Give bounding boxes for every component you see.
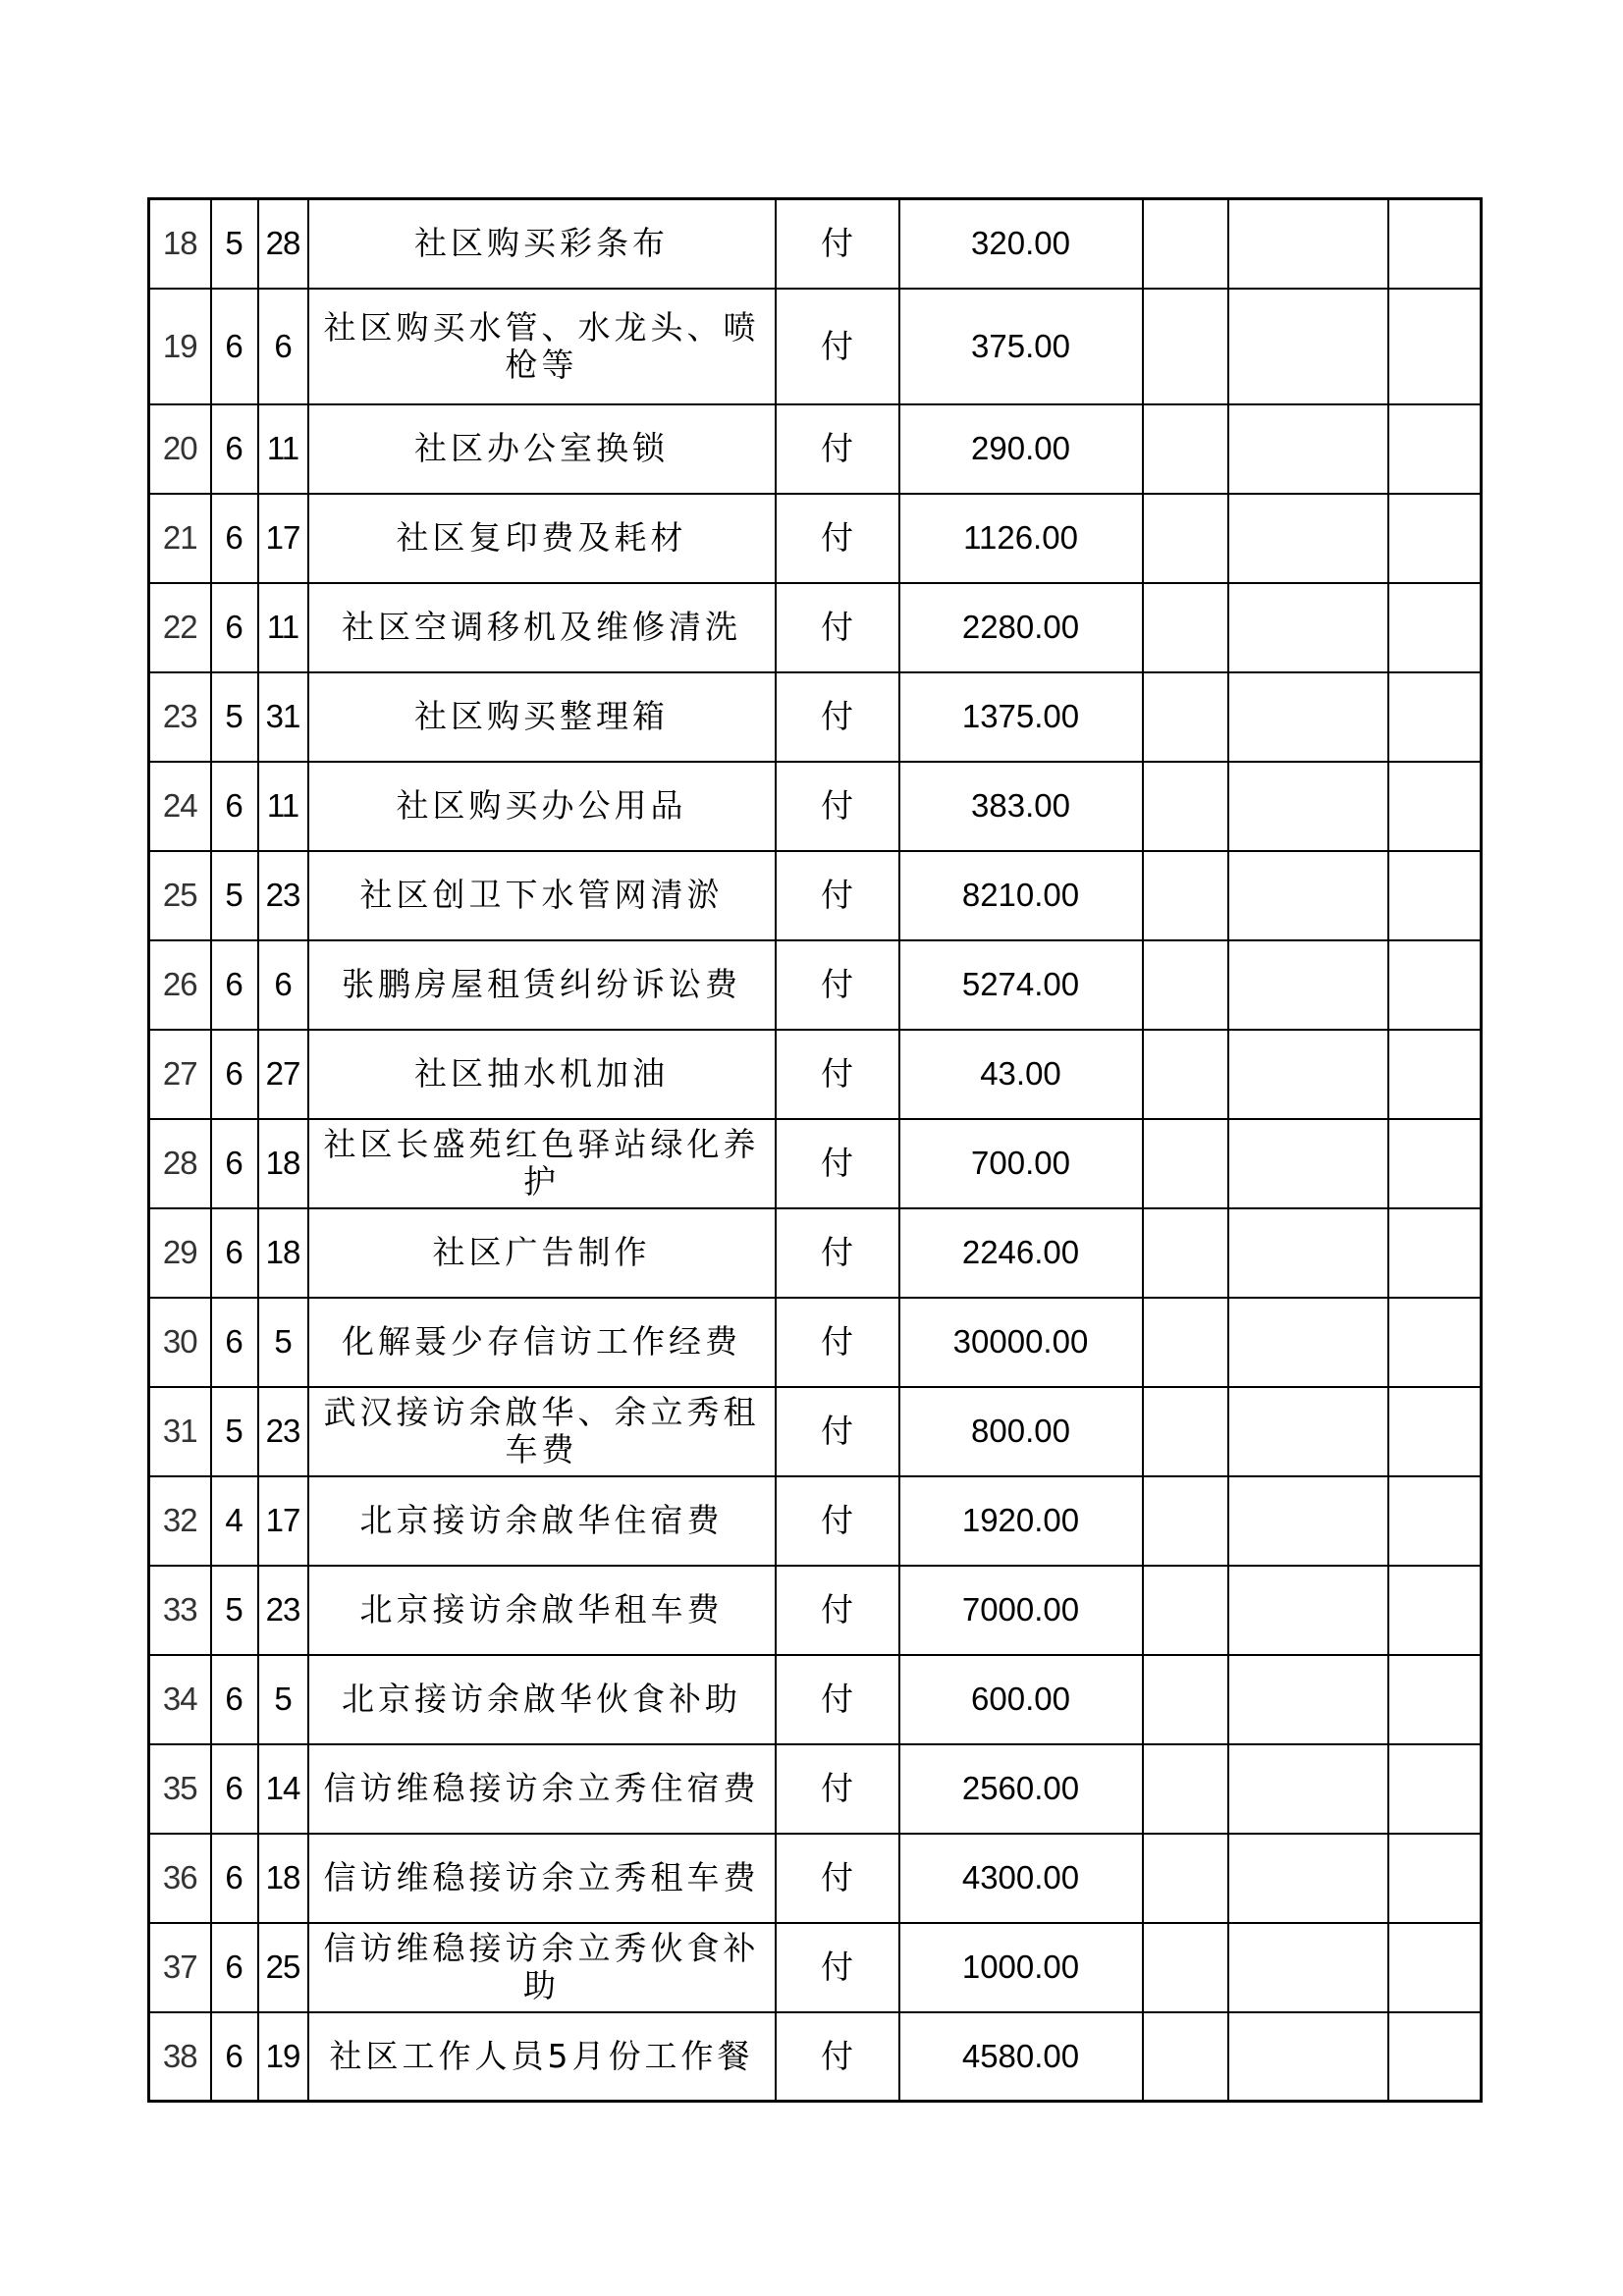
row-summary-cell: 社区创卫下水管网清淤 [308,851,776,940]
row-empty-cell [1143,1387,1228,1476]
row-direction-cell: 付 [776,1566,899,1655]
row-day-cell: 23 [258,1387,308,1476]
row-amount-cell: 320.00 [899,199,1143,289]
row-month-cell: 5 [211,851,258,940]
row-empty-cell [1388,289,1482,404]
table-row [149,1119,1482,1208]
row-month-cell: 6 [211,2012,258,2102]
row-amount-cell: 383.00 [899,762,1143,851]
row-amount-cell: 290.00 [899,404,1143,494]
row-direction-cell: 付 [776,1476,899,1566]
table-row [149,289,1482,404]
row-empty-cell [1388,583,1482,672]
row-seq-cell: 18 [149,199,211,289]
row-amount-cell: 1920.00 [899,1476,1143,1566]
row-amount-cell: 30000.00 [899,1298,1143,1387]
row-summary-cell: 社区复印费及耗材 [308,494,776,583]
row-seq-cell: 19 [149,289,211,404]
row-empty-cell [1143,672,1228,762]
row-seq-cell: 28 [149,1119,211,1208]
row-day-cell: 28 [258,199,308,289]
row-amount-cell: 1000.00 [899,1923,1143,2012]
table-row [149,940,1482,1030]
table-row [149,762,1482,851]
row-amount-cell: 8210.00 [899,851,1143,940]
row-month-cell: 6 [211,404,258,494]
row-empty-cell [1388,672,1482,762]
row-direction-cell: 付 [776,762,899,851]
row-seq-cell: 38 [149,2012,211,2102]
row-amount-cell: 2560.00 [899,1744,1143,1834]
row-seq-cell: 23 [149,672,211,762]
row-empty-cell [1143,1119,1228,1208]
row-day-cell: 11 [258,762,308,851]
row-summary-cell: 北京接访余啟华住宿费 [308,1476,776,1566]
row-month-cell: 6 [211,289,258,404]
row-seq-cell: 33 [149,1566,211,1655]
row-summary-cell: 社区广告制作 [308,1208,776,1298]
row-day-cell: 14 [258,1744,308,1834]
row-day-cell: 6 [258,940,308,1030]
row-summary-cell: 社区抽水机加油 [308,1030,776,1119]
row-empty-cell [1228,583,1388,672]
row-month-cell: 4 [211,1476,258,1566]
row-seq-cell: 34 [149,1655,211,1744]
row-seq-cell: 25 [149,851,211,940]
row-day-cell: 31 [258,672,308,762]
row-empty-cell [1228,289,1388,404]
row-empty-cell [1228,1834,1388,1923]
row-month-cell: 6 [211,1744,258,1834]
row-summary-cell: 北京接访余啟华伙食补助 [308,1655,776,1744]
row-seq-cell: 26 [149,940,211,1030]
row-month-cell: 6 [211,940,258,1030]
row-seq-cell: 24 [149,762,211,851]
row-empty-cell [1388,199,1482,289]
table-row [149,2012,1482,2102]
row-empty-cell [1388,1030,1482,1119]
row-summary-cell: 信访维稳接访余立秀伙食补助 [308,1923,776,2012]
row-seq-cell: 20 [149,404,211,494]
row-summary-cell: 社区购买整理箱 [308,672,776,762]
row-day-cell: 5 [258,1298,308,1387]
row-direction-cell: 付 [776,289,899,404]
row-empty-cell [1388,404,1482,494]
row-empty-cell [1143,762,1228,851]
row-day-cell: 23 [258,1566,308,1655]
row-empty-cell [1228,1119,1388,1208]
row-month-cell: 6 [211,1834,258,1923]
row-direction-cell: 付 [776,672,899,762]
row-direction-cell: 付 [776,1208,899,1298]
row-direction-cell: 付 [776,404,899,494]
row-summary-cell: 化解聂少存信访工作经费 [308,1298,776,1387]
row-day-cell: 17 [258,1476,308,1566]
row-empty-cell [1388,2012,1482,2102]
row-day-cell: 17 [258,494,308,583]
row-day-cell: 19 [258,2012,308,2102]
row-day-cell: 18 [258,1119,308,1208]
row-direction-cell: 付 [776,940,899,1030]
row-amount-cell: 4300.00 [899,1834,1143,1923]
row-summary-cell: 社区长盛苑红色驿站绿化养护 [308,1119,776,1208]
row-empty-cell [1228,1387,1388,1476]
row-empty-cell [1388,762,1482,851]
row-empty-cell [1143,404,1228,494]
row-day-cell: 6 [258,289,308,404]
row-empty-cell [1228,1298,1388,1387]
row-seq-cell: 30 [149,1298,211,1387]
row-direction-cell: 付 [776,1923,899,2012]
row-day-cell: 5 [258,1655,308,1744]
row-direction-cell: 付 [776,494,899,583]
row-empty-cell [1388,1923,1482,2012]
row-empty-cell [1228,1923,1388,2012]
row-direction-cell: 付 [776,851,899,940]
row-amount-cell: 1375.00 [899,672,1143,762]
row-empty-cell [1228,1566,1388,1655]
row-empty-cell [1143,1655,1228,1744]
row-empty-cell [1388,1298,1482,1387]
row-month-cell: 5 [211,672,258,762]
row-empty-cell [1143,289,1228,404]
row-month-cell: 6 [211,1655,258,1744]
table-row [149,1298,1482,1387]
row-empty-cell [1143,1566,1228,1655]
row-empty-cell [1228,672,1388,762]
row-summary-cell: 社区办公室换锁 [308,404,776,494]
row-empty-cell [1388,494,1482,583]
table-row [149,1387,1482,1476]
row-amount-cell: 43.00 [899,1030,1143,1119]
row-empty-cell [1388,1744,1482,1834]
row-empty-cell [1388,1387,1482,1476]
row-empty-cell [1388,940,1482,1030]
row-direction-cell: 付 [776,583,899,672]
row-empty-cell [1228,1744,1388,1834]
ledger-table [147,197,1483,2103]
row-direction-cell: 付 [776,199,899,289]
row-direction-cell: 付 [776,1834,899,1923]
row-amount-cell: 375.00 [899,289,1143,404]
row-empty-cell [1228,404,1388,494]
row-amount-cell: 2280.00 [899,583,1143,672]
row-empty-cell [1228,762,1388,851]
row-direction-cell: 付 [776,1030,899,1119]
row-amount-cell: 5274.00 [899,940,1143,1030]
row-day-cell: 11 [258,583,308,672]
row-seq-cell: 37 [149,1923,211,2012]
row-seq-cell: 22 [149,583,211,672]
row-summary-cell: 社区购买水管、水龙头、喷枪等 [308,289,776,404]
row-summary-cell: 信访维稳接访余立秀住宿费 [308,1744,776,1834]
table-row [149,1476,1482,1566]
row-empty-cell [1228,494,1388,583]
row-amount-cell: 1126.00 [899,494,1143,583]
table-row [149,672,1482,762]
row-empty-cell [1388,1476,1482,1566]
row-month-cell: 5 [211,199,258,289]
row-month-cell: 6 [211,1030,258,1119]
table-row [149,583,1482,672]
row-amount-cell: 4580.00 [899,2012,1143,2102]
table-row [149,1566,1482,1655]
row-empty-cell [1388,1208,1482,1298]
row-direction-cell: 付 [776,1655,899,1744]
row-month-cell: 6 [211,1119,258,1208]
row-empty-cell [1228,1476,1388,1566]
row-day-cell: 11 [258,404,308,494]
row-seq-cell: 36 [149,1834,211,1923]
row-amount-cell: 600.00 [899,1655,1143,1744]
table-row [149,851,1482,940]
row-month-cell: 6 [211,1208,258,1298]
row-empty-cell [1228,1655,1388,1744]
row-month-cell: 6 [211,1923,258,2012]
table-row [149,1655,1482,1744]
row-empty-cell [1143,1744,1228,1834]
row-day-cell: 25 [258,1923,308,2012]
row-day-cell: 27 [258,1030,308,1119]
row-empty-cell [1143,2012,1228,2102]
row-empty-cell [1228,199,1388,289]
row-empty-cell [1388,1119,1482,1208]
row-amount-cell: 2246.00 [899,1208,1143,1298]
row-month-cell: 6 [211,762,258,851]
row-direction-cell: 付 [776,1298,899,1387]
row-summary-cell: 北京接访余啟华租车费 [308,1566,776,1655]
row-summary-cell: 信访维稳接访余立秀租车费 [308,1834,776,1923]
row-empty-cell [1143,1834,1228,1923]
row-summary-cell: 张鹏房屋租赁纠纷诉讼费 [308,940,776,1030]
row-month-cell: 5 [211,1566,258,1655]
row-empty-cell [1228,1030,1388,1119]
row-seq-cell: 35 [149,1744,211,1834]
row-empty-cell [1143,583,1228,672]
row-empty-cell [1388,851,1482,940]
table-row [149,199,1482,289]
row-month-cell: 5 [211,1387,258,1476]
row-direction-cell: 付 [776,1744,899,1834]
row-summary-cell: 社区空调移机及维修清洗 [308,583,776,672]
row-empty-cell [1388,1655,1482,1744]
row-summary-cell: 社区购买办公用品 [308,762,776,851]
table-row [149,1923,1482,2012]
row-month-cell: 6 [211,494,258,583]
row-direction-cell: 付 [776,1387,899,1476]
row-empty-cell [1228,1208,1388,1298]
table-row [149,494,1482,583]
row-month-cell: 6 [211,1298,258,1387]
row-empty-cell [1228,851,1388,940]
table-row [149,404,1482,494]
row-empty-cell [1388,1566,1482,1655]
row-seq-cell: 31 [149,1387,211,1476]
row-amount-cell: 7000.00 [899,1566,1143,1655]
row-day-cell: 18 [258,1834,308,1923]
row-empty-cell [1228,940,1388,1030]
row-seq-cell: 27 [149,1030,211,1119]
row-empty-cell [1143,199,1228,289]
row-empty-cell [1143,1298,1228,1387]
row-empty-cell [1143,1923,1228,2012]
row-direction-cell: 付 [776,2012,899,2102]
row-empty-cell [1143,1208,1228,1298]
row-empty-cell [1143,1476,1228,1566]
row-amount-cell: 800.00 [899,1387,1143,1476]
row-empty-cell [1143,1030,1228,1119]
row-amount-cell: 700.00 [899,1119,1143,1208]
row-month-cell: 6 [211,583,258,672]
row-empty-cell [1228,2012,1388,2102]
table-row [149,1834,1482,1923]
row-seq-cell: 29 [149,1208,211,1298]
row-summary-cell: 社区购买彩条布 [308,199,776,289]
ledger-body [149,199,1482,2102]
row-empty-cell [1143,851,1228,940]
row-direction-cell: 付 [776,1119,899,1208]
row-summary-cell: 社区工作人员5月份工作餐 [308,2012,776,2102]
row-empty-cell [1143,940,1228,1030]
row-seq-cell: 32 [149,1476,211,1566]
row-day-cell: 18 [258,1208,308,1298]
table-row [149,1208,1482,1298]
row-empty-cell [1143,494,1228,583]
row-empty-cell [1388,1834,1482,1923]
table-row [149,1030,1482,1119]
row-seq-cell: 21 [149,494,211,583]
row-day-cell: 23 [258,851,308,940]
table-row [149,1744,1482,1834]
row-summary-cell: 武汉接访余啟华、余立秀租车费 [308,1387,776,1476]
